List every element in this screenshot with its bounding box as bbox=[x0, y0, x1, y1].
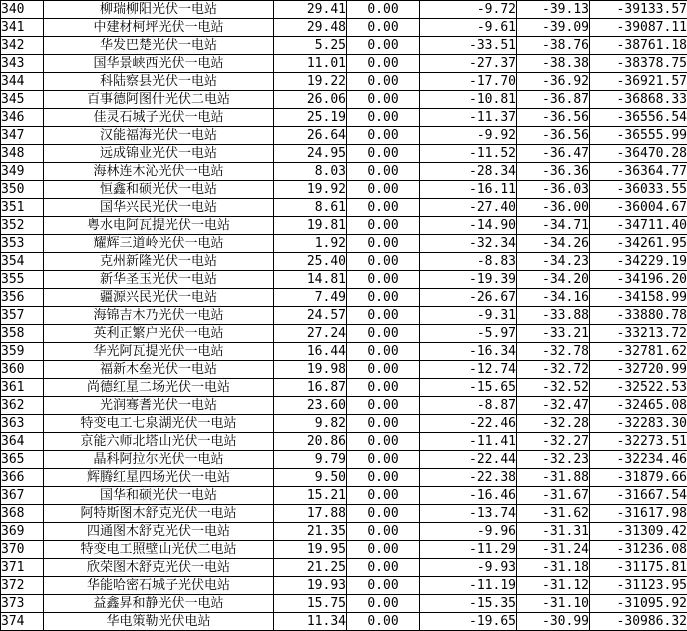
cell-station-name: 尚德红星二场光伏一电站 bbox=[44, 379, 274, 397]
cell-rank: 353 bbox=[1, 235, 44, 253]
cell-value-2: 0.00 bbox=[347, 361, 420, 379]
cell-value-5: -34229.19 bbox=[590, 253, 687, 271]
cell-station-name: 京能六师北塔山光伏一电站 bbox=[44, 433, 274, 451]
cell-station-name: 华电策勒光伏电站 bbox=[44, 613, 274, 631]
cell-value-5: -36033.55 bbox=[590, 181, 687, 199]
table-row bbox=[1, 253, 687, 271]
cell-station-name: 辉腾红星四场光伏一电站 bbox=[44, 469, 274, 487]
cell-rank: 345 bbox=[1, 91, 44, 109]
cell-station-name: 国华兴民光伏一电站 bbox=[44, 199, 274, 217]
cell-value-3: -11.52 bbox=[420, 145, 517, 163]
cell-value-5: -33213.72 bbox=[590, 325, 687, 343]
cell-value-2: 0.00 bbox=[347, 325, 420, 343]
cell-station-name: 中建材柯坪光伏一电站 bbox=[44, 19, 274, 37]
cell-value-4: -31.10 bbox=[517, 595, 590, 613]
cell-rank: 356 bbox=[1, 289, 44, 307]
cell-value-4: -34.20 bbox=[517, 271, 590, 289]
cell-value-1: 19.81 bbox=[274, 217, 347, 235]
cell-rank: 360 bbox=[1, 361, 44, 379]
cell-value-3: -8.83 bbox=[420, 253, 517, 271]
cell-value-4: -36.56 bbox=[517, 109, 590, 127]
cell-value-2: 0.00 bbox=[347, 415, 420, 433]
cell-value-1: 24.95 bbox=[274, 145, 347, 163]
cell-value-2: 0.00 bbox=[347, 397, 420, 415]
table-row bbox=[1, 145, 687, 163]
cell-value-3: -13.74 bbox=[420, 505, 517, 523]
cell-station-name: 新华圣玉光伏一电站 bbox=[44, 271, 274, 289]
cell-value-4: -31.67 bbox=[517, 487, 590, 505]
cell-station-name: 海林连木沁光伏一电站 bbox=[44, 163, 274, 181]
cell-value-5: -38761.18 bbox=[590, 37, 687, 55]
cell-value-3: -15.35 bbox=[420, 595, 517, 613]
cell-station-name: 特变电工照壁山光伏二电站 bbox=[44, 541, 274, 559]
cell-rank: 344 bbox=[1, 73, 44, 91]
cell-station-name: 阿特斯图木舒克光伏一电站 bbox=[44, 505, 274, 523]
cell-value-1: 23.60 bbox=[274, 397, 347, 415]
cell-station-name: 佳灵石城子光伏一电站 bbox=[44, 109, 274, 127]
cell-value-2: 0.00 bbox=[347, 433, 420, 451]
table-row bbox=[1, 559, 687, 577]
table-row bbox=[1, 397, 687, 415]
cell-value-2: 0.00 bbox=[347, 379, 420, 397]
cell-value-2: 0.00 bbox=[347, 217, 420, 235]
cell-value-3: -9.93 bbox=[420, 559, 517, 577]
cell-value-5: -36921.57 bbox=[590, 73, 687, 91]
cell-value-5: -36555.99 bbox=[590, 127, 687, 145]
cell-value-3: -33.51 bbox=[420, 37, 517, 55]
cell-station-name: 益鑫昇和静光伏一电站 bbox=[44, 595, 274, 613]
cell-station-name: 疆源兴民光伏一电站 bbox=[44, 289, 274, 307]
cell-value-4: -32.78 bbox=[517, 343, 590, 361]
cell-station-name: 国华景峡西光伏一电站 bbox=[44, 55, 274, 73]
cell-value-5: -36364.77 bbox=[590, 163, 687, 181]
table-row bbox=[1, 325, 687, 343]
cell-value-4: -31.88 bbox=[517, 469, 590, 487]
cell-station-name: 耀辉三道岭光伏一电站 bbox=[44, 235, 274, 253]
cell-value-2: 0.00 bbox=[347, 469, 420, 487]
table-row bbox=[1, 343, 687, 361]
cell-value-1: 5.25 bbox=[274, 37, 347, 55]
cell-value-3: -19.65 bbox=[420, 613, 517, 631]
cell-station-name: 华光阿瓦提光伏一电站 bbox=[44, 343, 274, 361]
table-row bbox=[1, 415, 687, 433]
cell-value-4: -32.52 bbox=[517, 379, 590, 397]
cell-rank: 370 bbox=[1, 541, 44, 559]
cell-value-5: -34261.95 bbox=[590, 235, 687, 253]
cell-value-1: 16.87 bbox=[274, 379, 347, 397]
cell-value-4: -34.16 bbox=[517, 289, 590, 307]
cell-value-2: 0.00 bbox=[347, 1, 420, 19]
cell-value-2: 0.00 bbox=[347, 19, 420, 37]
table-body bbox=[1, 1, 687, 631]
table-row bbox=[1, 307, 687, 325]
cell-value-5: -32522.53 bbox=[590, 379, 687, 397]
cell-rank: 343 bbox=[1, 55, 44, 73]
cell-value-2: 0.00 bbox=[347, 505, 420, 523]
cell-station-name: 远成锦业光伏一电站 bbox=[44, 145, 274, 163]
cell-rank: 367 bbox=[1, 487, 44, 505]
cell-value-5: -36470.28 bbox=[590, 145, 687, 163]
cell-value-2: 0.00 bbox=[347, 271, 420, 289]
cell-rank: 342 bbox=[1, 37, 44, 55]
table-row bbox=[1, 19, 687, 37]
cell-value-4: -31.24 bbox=[517, 541, 590, 559]
cell-value-4: -36.36 bbox=[517, 163, 590, 181]
cell-station-name: 国华和硕光伏一电站 bbox=[44, 487, 274, 505]
cell-value-3: -9.61 bbox=[420, 19, 517, 37]
cell-value-1: 24.57 bbox=[274, 307, 347, 325]
cell-station-name: 科陆察县光伏一电站 bbox=[44, 73, 274, 91]
cell-rank: 347 bbox=[1, 127, 44, 145]
cell-value-4: -31.62 bbox=[517, 505, 590, 523]
table-row bbox=[1, 235, 687, 253]
cell-value-5: -32234.46 bbox=[590, 451, 687, 469]
cell-value-3: -32.34 bbox=[420, 235, 517, 253]
cell-value-5: -32273.51 bbox=[590, 433, 687, 451]
table-row bbox=[1, 271, 687, 289]
table-row bbox=[1, 91, 687, 109]
table-row bbox=[1, 181, 687, 199]
table-row bbox=[1, 379, 687, 397]
cell-value-5: -32781.62 bbox=[590, 343, 687, 361]
cell-value-3: -28.34 bbox=[420, 163, 517, 181]
cell-value-4: -36.56 bbox=[517, 127, 590, 145]
cell-value-2: 0.00 bbox=[347, 127, 420, 145]
table-row bbox=[1, 451, 687, 469]
cell-value-4: -33.21 bbox=[517, 325, 590, 343]
cell-value-5: -39087.11 bbox=[590, 19, 687, 37]
cell-value-5: -31617.98 bbox=[590, 505, 687, 523]
cell-value-2: 0.00 bbox=[347, 541, 420, 559]
cell-station-name: 特变电工七泉湖光伏一电站 bbox=[44, 415, 274, 433]
cell-rank: 372 bbox=[1, 577, 44, 595]
cell-rank: 355 bbox=[1, 271, 44, 289]
cell-value-5: -38378.75 bbox=[590, 55, 687, 73]
table-row bbox=[1, 595, 687, 613]
cell-value-2: 0.00 bbox=[347, 577, 420, 595]
cell-rank: 374 bbox=[1, 613, 44, 631]
cell-value-5: -32720.99 bbox=[590, 361, 687, 379]
cell-value-3: -27.37 bbox=[420, 55, 517, 73]
cell-value-1: 19.92 bbox=[274, 181, 347, 199]
cell-value-5: -31667.54 bbox=[590, 487, 687, 505]
cell-station-name: 汉能福海光伏一电站 bbox=[44, 127, 274, 145]
table-row bbox=[1, 523, 687, 541]
table-row bbox=[1, 361, 687, 379]
cell-value-4: -36.47 bbox=[517, 145, 590, 163]
cell-value-4: -31.31 bbox=[517, 523, 590, 541]
cell-value-3: -22.38 bbox=[420, 469, 517, 487]
cell-value-5: -31123.95 bbox=[590, 577, 687, 595]
table-row bbox=[1, 505, 687, 523]
cell-value-2: 0.00 bbox=[347, 163, 420, 181]
cell-value-2: 0.00 bbox=[347, 487, 420, 505]
cell-station-name: 福新木垒光伏一电站 bbox=[44, 361, 274, 379]
cell-value-1: 25.40 bbox=[274, 253, 347, 271]
table-row bbox=[1, 199, 687, 217]
cell-value-3: -16.11 bbox=[420, 181, 517, 199]
cell-rank: 354 bbox=[1, 253, 44, 271]
cell-value-5: -31175.81 bbox=[590, 559, 687, 577]
cell-rank: 359 bbox=[1, 343, 44, 361]
cell-value-2: 0.00 bbox=[347, 289, 420, 307]
cell-station-name: 粤水电阿瓦提光伏一电站 bbox=[44, 217, 274, 235]
cell-value-4: -32.27 bbox=[517, 433, 590, 451]
cell-value-1: 17.88 bbox=[274, 505, 347, 523]
cell-value-5: -34196.20 bbox=[590, 271, 687, 289]
cell-value-3: -22.46 bbox=[420, 415, 517, 433]
table-row bbox=[1, 1, 687, 19]
cell-value-2: 0.00 bbox=[347, 451, 420, 469]
cell-rank: 371 bbox=[1, 559, 44, 577]
cell-value-5: -33880.78 bbox=[590, 307, 687, 325]
cell-rank: 373 bbox=[1, 595, 44, 613]
cell-value-3: -17.70 bbox=[420, 73, 517, 91]
cell-station-name: 恒鑫和硕光伏一电站 bbox=[44, 181, 274, 199]
table-row bbox=[1, 433, 687, 451]
cell-value-3: -12.74 bbox=[420, 361, 517, 379]
cell-value-3: -26.67 bbox=[420, 289, 517, 307]
table-row bbox=[1, 217, 687, 235]
cell-value-4: -38.76 bbox=[517, 37, 590, 55]
cell-value-3: -11.37 bbox=[420, 109, 517, 127]
cell-value-1: 21.35 bbox=[274, 523, 347, 541]
cell-value-1: 25.19 bbox=[274, 109, 347, 127]
cell-value-4: -36.87 bbox=[517, 91, 590, 109]
cell-value-3: -5.97 bbox=[420, 325, 517, 343]
cell-value-5: -32465.08 bbox=[590, 397, 687, 415]
cell-value-4: -36.92 bbox=[517, 73, 590, 91]
cell-rank: 364 bbox=[1, 433, 44, 451]
cell-value-3: -16.34 bbox=[420, 343, 517, 361]
cell-value-3: -8.87 bbox=[420, 397, 517, 415]
cell-value-1: 9.82 bbox=[274, 415, 347, 433]
cell-station-name: 晶科阿拉尔光伏一电站 bbox=[44, 451, 274, 469]
cell-value-3: -9.31 bbox=[420, 307, 517, 325]
cell-value-3: -11.41 bbox=[420, 433, 517, 451]
table-row bbox=[1, 469, 687, 487]
cell-value-3: -27.40 bbox=[420, 199, 517, 217]
table-row bbox=[1, 613, 687, 631]
cell-rank: 349 bbox=[1, 163, 44, 181]
cell-value-2: 0.00 bbox=[347, 55, 420, 73]
table-row bbox=[1, 289, 687, 307]
cell-rank: 351 bbox=[1, 199, 44, 217]
cell-value-1: 8.61 bbox=[274, 199, 347, 217]
cell-value-3: -22.44 bbox=[420, 451, 517, 469]
cell-value-2: 0.00 bbox=[347, 253, 420, 271]
cell-value-2: 0.00 bbox=[347, 109, 420, 127]
cell-station-name: 华发巴楚光伏一电站 bbox=[44, 37, 274, 55]
table-row bbox=[1, 55, 687, 73]
cell-rank: 348 bbox=[1, 145, 44, 163]
cell-value-3: -11.19 bbox=[420, 577, 517, 595]
cell-station-name: 光润骞耆光伏一电站 bbox=[44, 397, 274, 415]
cell-rank: 340 bbox=[1, 1, 44, 19]
cell-value-1: 29.48 bbox=[274, 19, 347, 37]
cell-value-4: -34.71 bbox=[517, 217, 590, 235]
cell-value-1: 15.21 bbox=[274, 487, 347, 505]
cell-rank: 361 bbox=[1, 379, 44, 397]
cell-value-2: 0.00 bbox=[347, 613, 420, 631]
cell-value-2: 0.00 bbox=[347, 307, 420, 325]
cell-station-name: 欣荣图木舒克光伏一电站 bbox=[44, 559, 274, 577]
cell-value-4: -32.47 bbox=[517, 397, 590, 415]
cell-value-1: 19.22 bbox=[274, 73, 347, 91]
cell-rank: 366 bbox=[1, 469, 44, 487]
cell-value-4: -36.03 bbox=[517, 181, 590, 199]
cell-value-1: 11.34 bbox=[274, 613, 347, 631]
cell-station-name: 华能哈密石城子光伏电站 bbox=[44, 577, 274, 595]
cell-value-1: 26.64 bbox=[274, 127, 347, 145]
cell-rank: 365 bbox=[1, 451, 44, 469]
cell-value-2: 0.00 bbox=[347, 199, 420, 217]
cell-station-name: 百事德阿图什光伏二电站 bbox=[44, 91, 274, 109]
cell-value-1: 21.25 bbox=[274, 559, 347, 577]
cell-value-1: 29.41 bbox=[274, 1, 347, 19]
table-row bbox=[1, 127, 687, 145]
cell-value-3: -9.92 bbox=[420, 127, 517, 145]
cell-value-2: 0.00 bbox=[347, 145, 420, 163]
cell-value-4: -32.28 bbox=[517, 415, 590, 433]
cell-value-4: -31.12 bbox=[517, 577, 590, 595]
cell-value-3: -16.46 bbox=[420, 487, 517, 505]
cell-value-4: -34.26 bbox=[517, 235, 590, 253]
cell-value-4: -31.18 bbox=[517, 559, 590, 577]
cell-station-name: 柳瑞柳阳光伏一电站 bbox=[44, 1, 274, 19]
cell-station-name: 海锦吉木乃光伏一电站 bbox=[44, 307, 274, 325]
cell-station-name: 四通图木舒克光伏一电站 bbox=[44, 523, 274, 541]
cell-value-4: -38.38 bbox=[517, 55, 590, 73]
cell-rank: 363 bbox=[1, 415, 44, 433]
cell-value-3: -10.81 bbox=[420, 91, 517, 109]
cell-value-5: -34711.40 bbox=[590, 217, 687, 235]
cell-value-5: -31095.92 bbox=[590, 595, 687, 613]
cell-rank: 352 bbox=[1, 217, 44, 235]
cell-value-5: -36556.54 bbox=[590, 109, 687, 127]
table-row bbox=[1, 109, 687, 127]
cell-value-5: -36868.33 bbox=[590, 91, 687, 109]
cell-value-4: -36.00 bbox=[517, 199, 590, 217]
cell-value-1: 1.92 bbox=[274, 235, 347, 253]
table-row bbox=[1, 73, 687, 91]
cell-value-1: 27.24 bbox=[274, 325, 347, 343]
cell-value-5: -39133.57 bbox=[590, 1, 687, 19]
table-row bbox=[1, 541, 687, 559]
cell-value-1: 19.93 bbox=[274, 577, 347, 595]
cell-value-1: 11.01 bbox=[274, 55, 347, 73]
table-row bbox=[1, 577, 687, 595]
cell-value-5: -31236.08 bbox=[590, 541, 687, 559]
cell-value-4: -33.88 bbox=[517, 307, 590, 325]
cell-value-2: 0.00 bbox=[347, 343, 420, 361]
cell-value-4: -32.72 bbox=[517, 361, 590, 379]
cell-value-5: -34158.99 bbox=[590, 289, 687, 307]
cell-value-3: -9.96 bbox=[420, 523, 517, 541]
cell-value-2: 0.00 bbox=[347, 37, 420, 55]
cell-rank: 357 bbox=[1, 307, 44, 325]
cell-value-2: 0.00 bbox=[347, 559, 420, 577]
cell-value-3: -15.65 bbox=[420, 379, 517, 397]
cell-value-1: 20.86 bbox=[274, 433, 347, 451]
cell-value-1: 7.49 bbox=[274, 289, 347, 307]
cell-rank: 341 bbox=[1, 19, 44, 37]
cell-value-2: 0.00 bbox=[347, 73, 420, 91]
cell-value-2: 0.00 bbox=[347, 91, 420, 109]
cell-value-5: -36004.67 bbox=[590, 199, 687, 217]
cell-value-4: -39.13 bbox=[517, 1, 590, 19]
cell-rank: 369 bbox=[1, 523, 44, 541]
cell-value-2: 0.00 bbox=[347, 523, 420, 541]
cell-rank: 350 bbox=[1, 181, 44, 199]
cell-value-1: 15.75 bbox=[274, 595, 347, 613]
cell-value-5: -32283.30 bbox=[590, 415, 687, 433]
cell-rank: 368 bbox=[1, 505, 44, 523]
cell-value-3: -9.72 bbox=[420, 1, 517, 19]
cell-value-2: 0.00 bbox=[347, 181, 420, 199]
cell-value-4: -32.23 bbox=[517, 451, 590, 469]
cell-value-4: -39.09 bbox=[517, 19, 590, 37]
cell-value-5: -31309.42 bbox=[590, 523, 687, 541]
cell-value-1: 8.03 bbox=[274, 163, 347, 181]
cell-station-name: 英利正繁户光伏一电站 bbox=[44, 325, 274, 343]
cell-value-1: 16.44 bbox=[274, 343, 347, 361]
cell-rank: 346 bbox=[1, 109, 44, 127]
cell-value-1: 9.50 bbox=[274, 469, 347, 487]
cell-rank: 358 bbox=[1, 325, 44, 343]
cell-rank: 362 bbox=[1, 397, 44, 415]
cell-station-name: 克州新隆光伏一电站 bbox=[44, 253, 274, 271]
cell-value-3: -11.29 bbox=[420, 541, 517, 559]
cell-value-5: -30986.32 bbox=[590, 613, 687, 631]
cell-value-2: 0.00 bbox=[347, 235, 420, 253]
cell-value-1: 14.81 bbox=[274, 271, 347, 289]
cell-value-3: -19.39 bbox=[420, 271, 517, 289]
table-row bbox=[1, 37, 687, 55]
cell-value-2: 0.00 bbox=[347, 595, 420, 613]
cell-value-4: -34.23 bbox=[517, 253, 590, 271]
cell-value-1: 19.98 bbox=[274, 361, 347, 379]
cell-value-5: -31879.66 bbox=[590, 469, 687, 487]
table-row bbox=[1, 163, 687, 181]
cell-value-3: -14.90 bbox=[420, 217, 517, 235]
cell-value-1: 19.95 bbox=[274, 541, 347, 559]
table-row bbox=[1, 487, 687, 505]
cell-value-4: -30.99 bbox=[517, 613, 590, 631]
cell-value-1: 9.79 bbox=[274, 451, 347, 469]
cell-value-1: 26.06 bbox=[274, 91, 347, 109]
